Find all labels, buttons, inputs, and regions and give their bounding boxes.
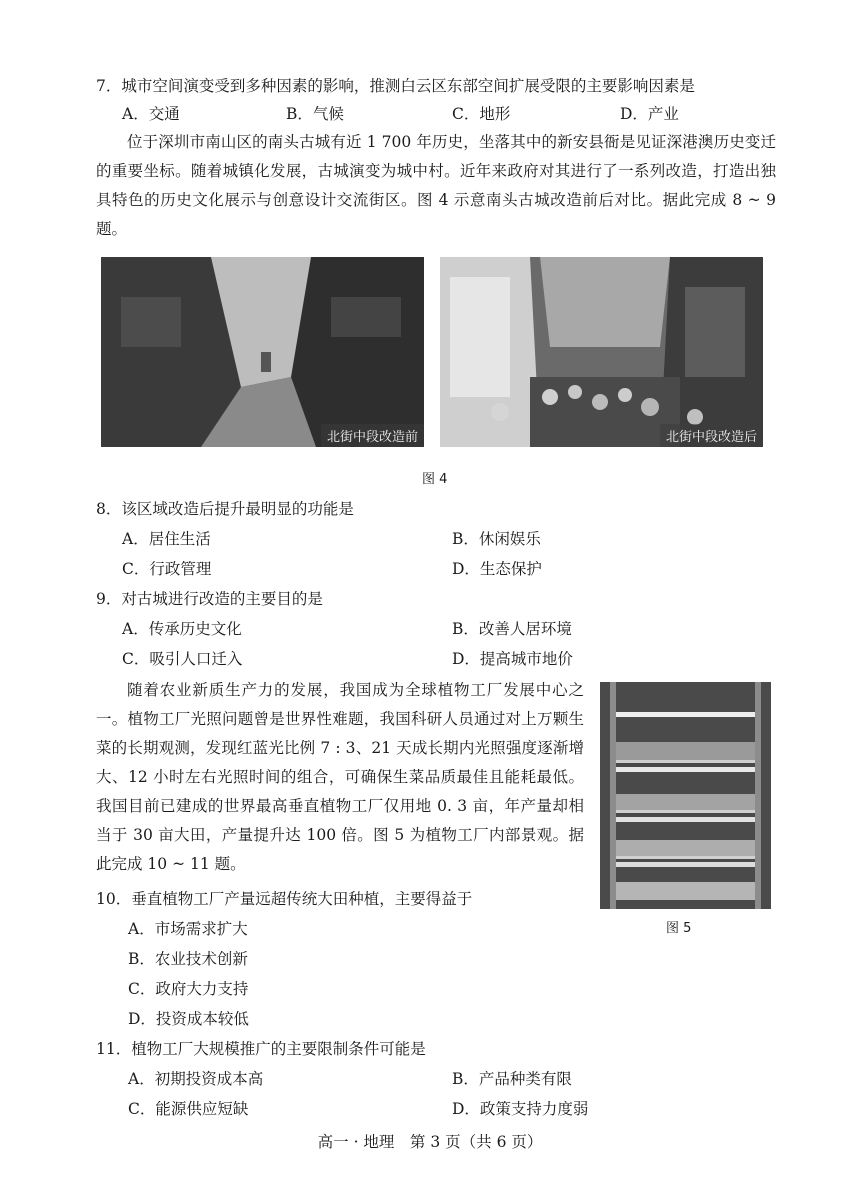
photo-before-renovation: [101, 257, 424, 447]
q7-option-b: B．气候: [286, 105, 344, 123]
q11-stem: 11．植物工厂大规模推广的主要限制条件可能是: [96, 1040, 426, 1058]
page-footer: 高一 · 地理 第 3 页（共 6 页）: [317, 1133, 543, 1151]
photo-after-renovation: [440, 257, 763, 447]
caption-after: 北街中段改造后: [660, 424, 763, 447]
q10-option-c: C．政府大力支持: [128, 980, 249, 998]
q8-option-c: C．行政管理: [122, 560, 212, 578]
q9-option-a: A．传承历史文化: [122, 620, 242, 638]
q8-option-b: B．休闲娱乐: [452, 530, 541, 548]
q11-option-c: C．能源供应短缺: [128, 1100, 249, 1118]
q9-option-d: D．提高城市地价: [452, 650, 573, 668]
q11-option-b: B．产品种类有限: [452, 1070, 572, 1088]
q8-option-a: A．居住生活: [122, 530, 211, 548]
passage-nantou: 位于深圳市南山区的南头古城有近 1 700 年历史，坐落其中的新安县衙是见证深港澳历史变迁的重要坐标。随着城镇化发展，古城演变为城中村。近年来政府对其进行了一系列改造，打造出独具特色的历史文化展示与创意设计交流街区。图 4 示意南头古城改造前后对比。据此完成 8 ~ 9 题。: [96, 133, 776, 238]
q11-option-a: A．初期投资成本高: [128, 1070, 264, 1088]
plant-factory-illustration: [600, 682, 771, 909]
q10-option-b: B．农业技术创新: [128, 950, 248, 968]
q7-stem: 7．城市空间演变受到多种因素的影响，推测白云区东部空间扩展受限的主要影响因素是: [96, 77, 695, 95]
passage-plant-factory: 随着农业新质生产力的发展，我国成为全球植物工厂发展中心之一。植物工厂光照问题曾是世界性难题，我国科研人员通过对上万颗生菜的长期观测，发现红蓝光比例 7 : 3、21 天成长期内光照强度逐渐增大、12 小时左右光照时间的组合，可确保生菜品质最佳且能耗最低。我国目前已建成的世界最高垂直植物工厂仅用地 0. 3 亩，年产量却相当于 30 亩大田，产量提升达 100 倍。图 5 为植物工厂内部景观。据此完成 10 ~ 11 题。: [96, 681, 584, 873]
photo-plant-factory: [600, 682, 771, 909]
q8-option-d: D．生态保护: [452, 560, 542, 578]
q8-stem: 8．该区域改造后提升最明显的功能是: [96, 500, 354, 518]
q9-option-b: B．改善人居环境: [452, 620, 572, 638]
figure-5-label: 图 5: [666, 921, 692, 936]
street-after-illustration: [440, 257, 763, 447]
q10-stem: 10．垂直植物工厂产量远超传统大田种植，主要得益于: [96, 890, 473, 908]
q7-option-c: C．地形: [452, 105, 511, 123]
q10-option-d: D．投资成本较低: [128, 1010, 249, 1028]
q9-stem: 9．对古城进行改造的主要目的是: [96, 590, 323, 608]
q10-option-a: A．市场需求扩大: [128, 920, 248, 938]
street-before-illustration: [101, 257, 424, 447]
q11-option-d: D．政策支持力度弱: [452, 1100, 589, 1118]
caption-before: 北街中段改造前: [321, 424, 424, 447]
q9-option-c: C．吸引人口迁入: [122, 650, 243, 668]
q7-option-d: D．产业: [620, 105, 679, 123]
figure-4-label: 图 4: [422, 472, 448, 487]
q7-option-a: A．交通: [122, 105, 180, 123]
